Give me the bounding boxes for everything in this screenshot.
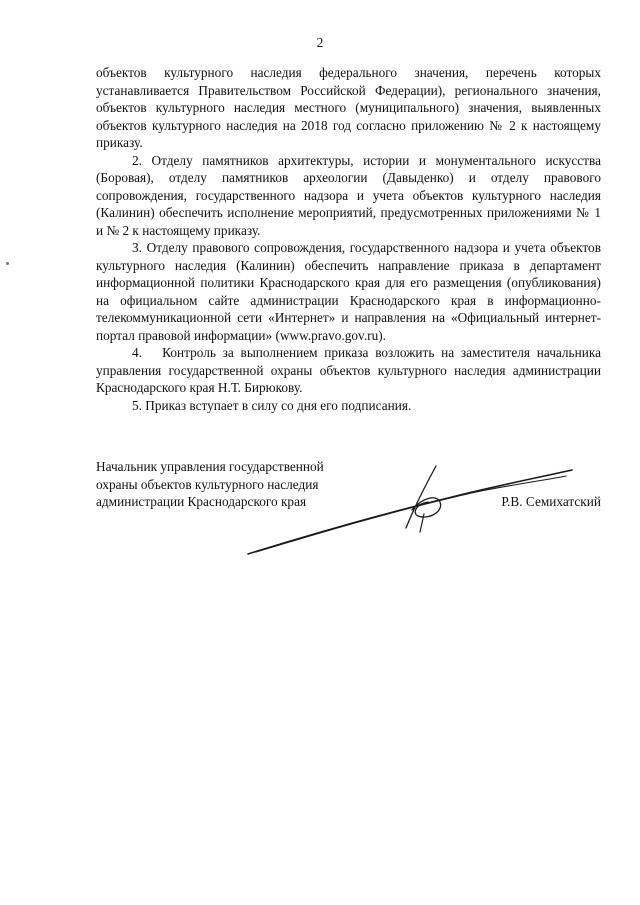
signature-sweep-stroke	[248, 470, 572, 554]
signature-upstroke	[406, 466, 436, 528]
paragraph-1-continuation: объектов культурного наследия федерального значения, перечень которых устанавливается Правительством Российской Федерации), регионального значения, объектов культурного наследия местного (муниципального) значения, выявленных объектов культурного наследия на 2018 год согласно приложению № 2 к настоящему приказу.	[96, 65, 601, 150]
paragraph-2: 2. Отделу памятников архитектуры, истории и монументального искусства (Боровая), отделу памятников археологии (Давыденко) и отделу правового сопровождения, государственного надзора и учета объектов культурного наследия (Калинин) обеспечить исполнение мероприятий, предусмотренных приложениями № 1 и № 2 к настоящему приказу.	[96, 152, 601, 238]
body-text	[96, 64, 601, 414]
signatory-name: Р.В. Семихатский	[501, 494, 601, 509]
paragraph-4: 4. Контроль за выполнением приказа возложить на заместителя начальника управления государственной охраны объектов культурного наследия администрации Краснодарского края Н.Т. Бирюкову.	[96, 345, 601, 395]
signature-sweep-stroke-2	[256, 476, 566, 552]
position-line-3: администрации Краснодарского края	[96, 494, 307, 509]
page-number: 2	[316, 35, 324, 50]
signature-block	[96, 458, 601, 568]
paragraph-5: 5. Приказ вступает в силу со дня его подписания.	[132, 397, 412, 413]
handwritten-signature	[236, 458, 576, 568]
margin-mark	[6, 262, 9, 265]
paragraph-3: 3. Отделу правового сопровождения, государственного надзора и учета объектов культурного наследия (Калинин) обеспечить направление приказа в департамент информационной политики Краснодарского края для его размещения (опубликования) на официальном сайте администрации Краснодарского края в информационно-телекоммуникационной сети «Интернет» и направления на «Официальный интернет-портал правовой информации» (www.pravo.gov.ru).	[96, 240, 601, 343]
position-line-1: Начальник управления государственной	[96, 459, 324, 474]
position-line-2: охраны объектов культурного наследия	[96, 476, 319, 492]
